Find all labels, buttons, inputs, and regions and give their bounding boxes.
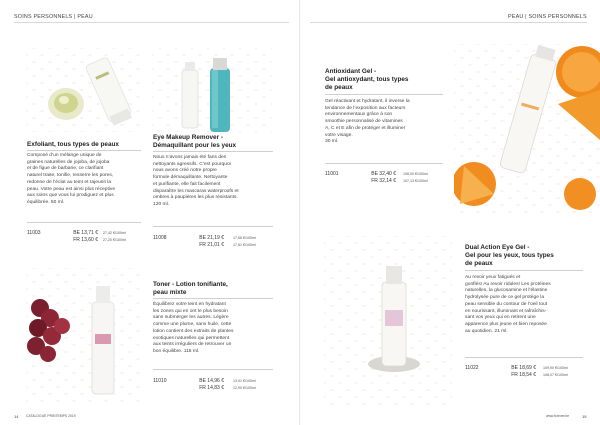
title-rule [153, 151, 273, 152]
desc-line: nous avons créé notre propre [153, 168, 217, 174]
desc-line: peau. Votre peau est ainsi plus réceptive [27, 186, 116, 192]
exfoliant-description [27, 153, 149, 207]
desc-line: tendance de l’exposition aux facteurs [325, 105, 406, 111]
product-ref: 11003 [27, 230, 41, 236]
price-be: BE 14,96 € [199, 378, 224, 384]
desc-line: peau sensible du contour de l’oeil tout [465, 301, 548, 307]
title-line: Démaquillant pour les yeux [153, 142, 237, 149]
price-be: BE 18,69 € [511, 365, 536, 371]
price-fr: FR 13,60 € [73, 237, 98, 243]
desc-line: comme une plume, sans huile, cette [153, 322, 232, 328]
desc-line: 120 ml. [153, 201, 170, 207]
eye-makeup-remover-photo [152, 48, 272, 132]
title-rule [153, 298, 273, 299]
toner-photo [26, 268, 141, 406]
title-line: Exfoliant, tous types de peaux [27, 141, 119, 148]
unit-price-be: 13,01 €/100ml [233, 379, 256, 383]
desc-line: Composé d’un mélange unique de [27, 153, 102, 158]
desc-line: nettoyants agressifs. C’est pourquoi [153, 161, 231, 167]
unit-price-fr: 108,07 €/100ml [543, 373, 568, 377]
title-rule [465, 270, 583, 271]
desc-line: lotion contient des extraits de plantes [153, 328, 234, 334]
desc-line: et purifiante, elle fait facilement [153, 181, 221, 187]
price-be: BE 32,40 € [371, 171, 396, 177]
title-line: de peaux [465, 260, 493, 267]
desc-line: exotiques naturelles qui permettent [153, 335, 230, 341]
desc-line: en nourissant, illuminant et rafraîchis- [465, 308, 547, 314]
page-number: 15 [582, 414, 587, 419]
desc-line: gonflés! Au revoir ridules! Les protéines [465, 281, 551, 287]
price-rule [153, 226, 273, 227]
desc-line: redonne de l’éclat au teint et rajeunit la [27, 179, 112, 185]
exfoliant-photo [26, 48, 141, 132]
desc-line: Au revoir yeux fatigués et [465, 275, 521, 280]
desc-line: naturel traite, tonifie, resserre les pores, [27, 173, 114, 179]
price-rule [465, 357, 583, 358]
page-number: 14 [14, 414, 19, 419]
title-line: Gel antioxydant, tous types [325, 76, 409, 83]
antioxidant-gel-description [325, 99, 450, 146]
dual-action-eye-gel-photo [324, 236, 452, 406]
unit-price-be: 108,00 €/100ml [403, 172, 428, 176]
desc-line: A, C et E afin de protéger et illuminer [325, 125, 406, 131]
desc-line: formule démaquillante. Nettoyante [153, 175, 228, 181]
desc-line: au quotidien. 21 ml. [465, 328, 508, 334]
desc-line: votre visage. [325, 132, 353, 138]
desc-line: environnementaux grâce à son [325, 112, 393, 118]
desc-line: bon équilibre. 115 ml. [153, 348, 200, 354]
desc-line: naturelles, la glucosamine et l’élastine [465, 288, 548, 294]
antioxidant-gel-title [325, 68, 450, 92]
desc-line: smoothie personnalisé de vitamines [325, 119, 403, 125]
footer-text: www.forever.be [546, 414, 570, 418]
desc-line: équilibrée. 50 ml. [27, 199, 65, 205]
unit-price-be: 17,66 €/100ml [233, 236, 256, 240]
desc-line: Équilibrez votre teint en hydratant [153, 302, 226, 307]
section-label: PEAU | SOINS PERSONNELS [508, 14, 587, 20]
price-fr: FR 14,83 € [199, 385, 224, 391]
desc-line: aux soins que vous lui prodiguez et plus [27, 193, 114, 199]
desc-line: Gel réactivant et hydratant, il inverse la [325, 99, 410, 104]
desc-line: 30 ml. [325, 139, 339, 145]
right-page [300, 0, 600, 425]
price-be: BE 21,19 € [199, 235, 224, 241]
title-line: Antioxidant Gel - [325, 68, 377, 75]
unit-price-fr: 107,13 €/100ml [403, 179, 428, 183]
title-rule [325, 94, 443, 95]
product-ref: 11001 [325, 171, 339, 177]
price-fr: FR 21,01 € [199, 242, 224, 248]
desc-line: ombres à paupières les plus résistants. [153, 195, 238, 201]
product-ref: 11008 [153, 235, 167, 241]
desc-line: apparence plus jeune et bien reposée [465, 321, 547, 327]
unit-price-fr: 12,90 €/100ml [233, 386, 256, 390]
section-label: SOINS PERSONNELS | PEAU [14, 14, 93, 20]
header-rule [310, 22, 587, 23]
price-rule [325, 163, 443, 164]
desc-line: les zones qui en ont le plus besoin [153, 308, 228, 314]
desc-line: Nous n’avons jamais été fans des [153, 155, 227, 160]
desc-line: graines naturelles de jojoba, de jojoba [27, 159, 110, 165]
exfoliant-title [27, 141, 157, 149]
price-rule [153, 369, 273, 370]
product-ref: 11010 [153, 378, 167, 384]
title-rule [27, 150, 141, 151]
eye-makeup-remover-title [153, 134, 293, 150]
dual-action-eye-gel-description [465, 275, 595, 335]
desc-line: disparaître les mascaras waterproofs et [153, 188, 239, 194]
desc-line: sant vos yeux qui en retirent une [465, 315, 536, 321]
title-line: Dual Action Eye Gel - [465, 244, 530, 251]
desc-line: hydrolysée pure de ce gel protège la [465, 295, 545, 301]
title-line: Toner - Lotion tonifiante, [153, 281, 228, 288]
unit-price-fr: 17,51 €/100ml [233, 243, 256, 247]
desc-line: aux teints irréguliers de retrouver un [153, 342, 232, 348]
title-line: peau mixte [153, 289, 187, 296]
dual-action-eye-gel-title [465, 244, 595, 268]
title-line: Gel pour les yeux, tous types [465, 252, 554, 259]
toner-description [153, 302, 283, 356]
price-fr: FR 18,54 € [511, 372, 536, 378]
price-fr: FR 32,14 € [371, 178, 396, 184]
title-line: Eye Makeup Remover - [153, 134, 223, 141]
unit-price-be: 109,90 €/100ml [543, 366, 568, 370]
toner-title [153, 281, 293, 297]
footer-text: CATALOGUE PRINTEMPS 2019 [26, 414, 76, 418]
desc-line: et de figue de barbarie, ce clarifiant [27, 166, 104, 172]
unit-price-fr: 27,20 €/100ml [103, 238, 126, 242]
product-ref: 11022 [465, 365, 479, 371]
desc-line: sans submerger les autres. Légère [153, 315, 229, 321]
eye-makeup-remover-description [153, 155, 283, 209]
price-be: BE 13,71 € [73, 230, 98, 236]
title-line: de peaux [325, 84, 353, 91]
header-rule [14, 22, 289, 23]
price-rule [27, 222, 141, 223]
unit-price-be: 27,42 €/100ml [103, 231, 126, 235]
antioxidant-gel-photo [454, 44, 600, 218]
